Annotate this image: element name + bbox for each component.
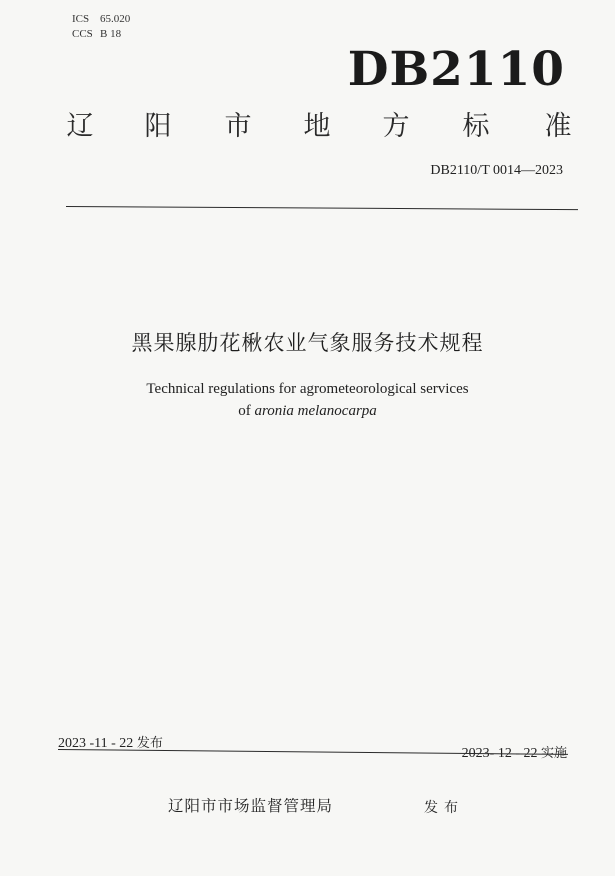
ccs-code: B 18 [100,28,122,40]
ics-code: 65.020 [100,13,131,25]
standard-type-name [60,104,580,144]
implement-label: 实施 [540,746,567,761]
ics-label: ICS [72,13,90,25]
classification-codes [72,12,130,42]
title-english-line1: Technical regulations for agrometeorological services [146,381,469,397]
standard-number: DB2110/T 0014—2023 [430,163,563,178]
title-chinese: 黑果腺肋花楸农业气象服务技术规程 [131,331,484,355]
title-english-line2 [0,403,615,420]
ccs-label: CCS [72,28,93,40]
ics-row [72,12,130,27]
standard-name-char: 阳 [144,111,172,142]
standard-name-char: 准 [544,111,572,142]
title-english-species: aronia melanocarpa [254,403,377,419]
issue-date-value: 2023 -11 - 22 [58,736,134,751]
header-divider [66,206,578,210]
standard-name-char: 市 [224,111,252,142]
implement-date-value: 2023- 12 - 22 [461,746,538,761]
ccs-row [72,27,130,42]
standard-name-char: 方 [382,111,410,142]
issue-label: 发布 [136,736,163,751]
standard-code: DB2110 [347,42,565,97]
standard-name-char: 辽 [66,111,94,142]
implement-date [462,742,567,762]
standard-name-char: 标 [462,111,490,142]
standard-name-char: 地 [303,111,331,142]
publisher-name: 辽阳市市场监督管理局 [168,797,334,815]
title-english-prefix: of [238,403,255,419]
publish-word: 发布 [424,800,464,816]
